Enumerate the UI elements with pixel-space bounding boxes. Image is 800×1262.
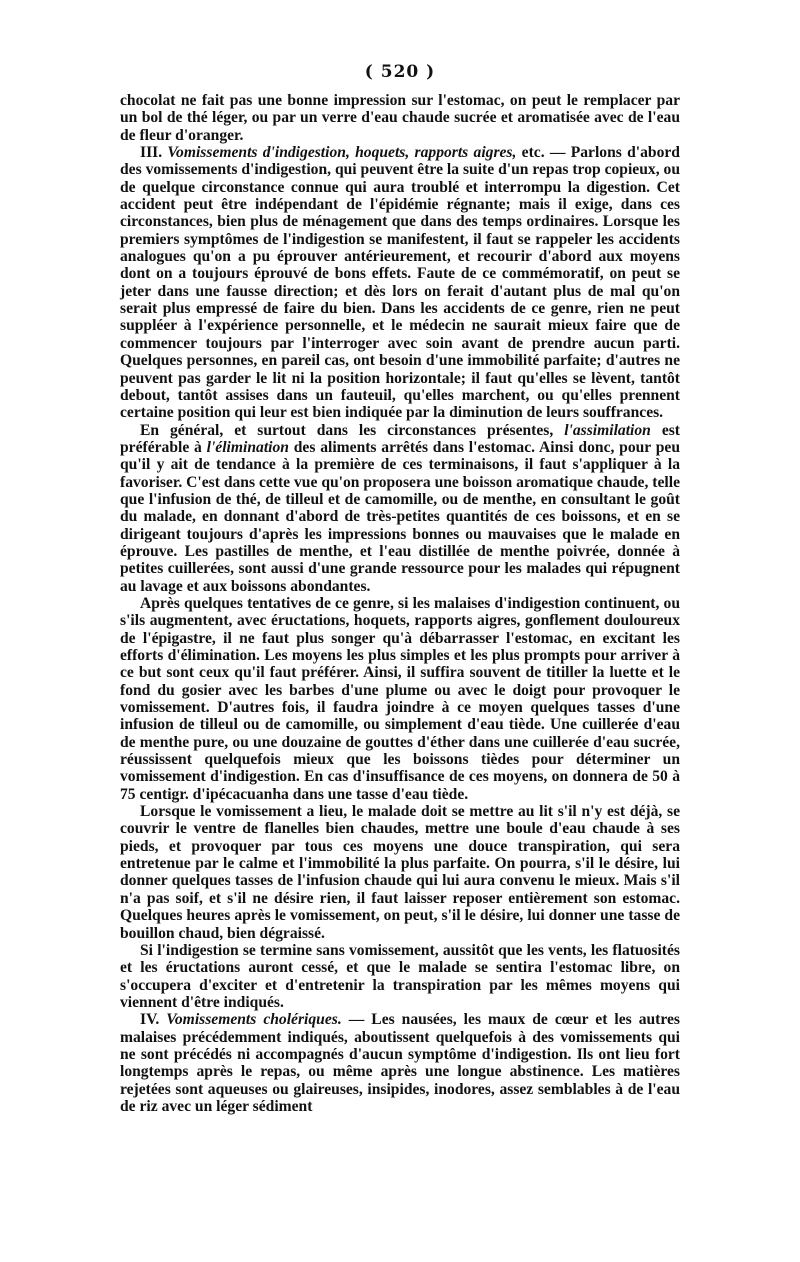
paragraph <box>120 92 680 144</box>
paragraph <box>120 803 680 942</box>
section-heading: Vomissements cholériques. <box>166 1011 342 1029</box>
paragraph <box>120 942 680 1011</box>
text-run: — Les nausées, les maux de cœur et les autres malaises précédemment indiqués, aboutissent quelquefois à des vomissements qui ne sont précédés ni accompagnés d'aucun symptôme d'indigestion. Ils ont lieu fort longtemps après le repas, ou même après une longue abstinence. Les matières rejetées sont aqueuses ou glaireuses, insipides, inodores, assez semblables à de l'eau de riz avec un léger sédiment <box>120 1011 681 1115</box>
text-run: est préférable à <box>120 421 680 456</box>
body-text <box>120 92 680 1115</box>
text-run: Si l'indigestion se termine sans vomissement, aussitôt que les vents, les flatuosités et les éructations auront cessé, et que le malade se sentira l'estomac libre, on s'occupera d'exciter et d'entretenir la transpiration par les mêmes moyens qui viennent d'être indiqués. <box>120 941 680 1011</box>
text-run: etc. — Parlons d'abord des vomissements d'indigestion, qui peuvent être la suite d'un repas trop copieux, ou de quelque circonstance connue qui aura troublé et interrompu la digestion. Cet accident peut être indépendant de l'épidémie régnante; mais il exige, dans ces circonstances, bien plus de ménagement que dans des temps ordinaires. Lorsque les premiers symptômes de l'indigestion se manifestent, il faut se rappeler les accidents analogues qu'on a pu éprouver antérieurement, et recourir d'abord aux moyens dont on a toujours éprouvé de bons effets. Faute de ce commémoratif, on peut se jeter dans une fausse direction; et dès lors on ferait d'autant plus de mal qu'on serait plus empressé de faire du bien. Dans les accidents de ce genre, rien ne peut suppléer à l'expérience personnelle, et le médecin ne saurait mieux faire que de commencer toujours par l'interroger avec soin avant de prendre aucun parti. Quelques personnes, en pareil cas, ont besoin d'une immobilité parfaite; d'autres ne peuvent pas garder le lit ni la position horizontale; il faut qu'elles se lèvent, tantôt debout, tantôt assises dans un fauteuil, qu'elles marchent, ou qu'elles prennent certaine position qui leur est bien indiquée par la diminution de leurs souffrances. <box>120 144 680 422</box>
page-number: ( 520 ) <box>364 62 436 82</box>
section-number: III. <box>140 144 168 162</box>
paragraph-section-iii <box>120 144 680 422</box>
paragraph <box>120 422 680 595</box>
paragraph-section-iv <box>120 1011 680 1115</box>
text-run: chocolat ne fait pas une bonne impression sur l'estomac, on peut le remplacer par un bol de thé léger, ou par un verre d'eau chaude sucrée et aromatisée avec de l'eau de fleur d'oranger. <box>120 92 680 144</box>
italic-term: l'élimination <box>206 438 289 456</box>
text-run: Lorsque le vomissement a lieu, le malade doit se mettre au lit s'il n'y est déjà, se couvrir le ventre de flanelles bien chaudes, mettre une boule d'eau chaude à ses pieds, et provoquer par tous ces moyens une douce transpiration, qui sera entretenue par le calme et l'immobilité la plus parfaite. On pourra, s'il le désire, lui donner quelques tasses de l'infusion chaude qui lui aura convenu le mieux. Mais s'il n'a pas soif, et s'il ne désire rien, il faut laisser reposer entièrement son estomac. Quelques heures après le vomissement, on peut, s'il le désire, lui donner une tasse de bouillon chaud, bien dégraissé. <box>120 803 680 942</box>
paragraph <box>120 595 680 803</box>
section-heading: Vomissements d'indigestion, hoquets, rapports aigres, <box>167 144 517 162</box>
section-number: IV. <box>140 1011 167 1029</box>
text-run: des aliments arrêtés dans l'estomac. Ainsi donc, pour peu qu'il y ait de tendance à la première de ces terminaisons, il faut s'appliquer à la favoriser. C'est dans cette vue qu'on proposera une boisson aromatique chaude, telle que l'infusion de thé, de tilleul et de camomille, ou de menthe, en consultant le goût du malade, en donnant d'abord de très-petites quantités de ces boissons, et en se dirigeant toujours d'après les impressions bonnes ou mauvaises que le malade en éprouve. Les pastilles de menthe, et l'eau distillée de menthe poivrée, donnée à petites cuillerées, sont aussi d'une grande ressource pour les malades qui répugnent au lavage et aux boissons abondantes. <box>120 438 680 595</box>
text-run: Après quelques tentatives de ce genre, si les malaises d'indigestion continuent, ou s'ils augmentent, avec éructations, hoquets, rapports aigres, gonflement douloureux de l'épigastre, il ne faut plus songer qu'à débarrasser l'estomac, en excitant les efforts d'élimination. Les moyens les plus simples et les plus prompts pour arriver à ce but sont ceux qu'il faut préférer. Ainsi, il suffira souvent de titiller la luette et le fond du gosier avec les barbes d'une plume ou avec le doigt pour provoquer le vomissement. D'autres fois, il faudra joindre à ce moyen quelques tasses d'une infusion de tilleul ou de camomille, ou simplement d'eau tiède. Une cuillerée d'eau de menthe pure, ou une douzaine de gouttes d'éther dans une cuillerée d'eau sucrée, réussissent quelquefois mieux que les boissons tièdes pour déterminer un vomissement d'indigestion. En cas d'insuffisance de ces moyens, on donnera de 50 à 75 centigr. d'ipécacuanha dans une tasse d'eau tiède. <box>120 594 680 803</box>
text-run: En général, et surtout dans les circonstances présentes, <box>140 421 565 439</box>
italic-term: l'assimilation <box>564 421 651 439</box>
